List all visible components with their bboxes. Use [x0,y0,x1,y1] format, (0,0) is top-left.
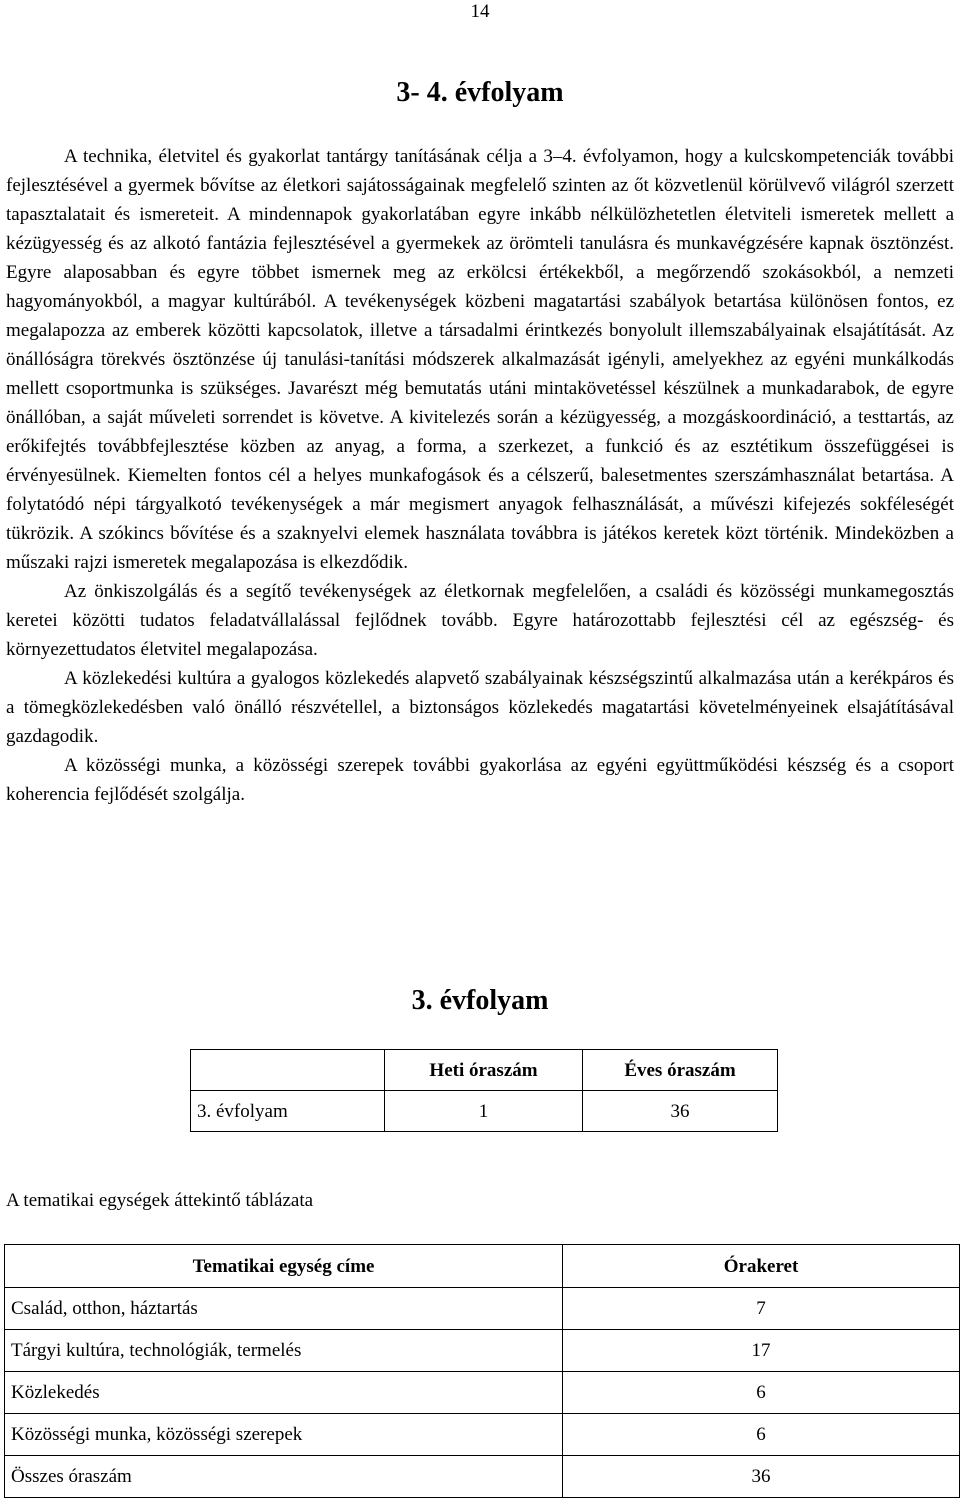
hours-table [190,1049,778,1132]
section-title: 3. évfolyam [411,985,549,1016]
table-cell: 7 [563,1288,960,1330]
table-header-cell: Tematikai egység címe [5,1245,563,1288]
table-header-row [191,1050,778,1091]
paragraph: A közlekedési kultúra a gyalogos közlekedés alapvető szabályainak készségszintű alkalmazása után a kerékpáros és a tömegközlekedésben való önálló részvétellel, a biztonságos közlekedés magatartási követelményeinek elsajátításával gazdagodik. [6,668,954,747]
table-row [5,1456,960,1498]
table-cell: 36 [583,1091,778,1132]
page-title: 3- 4. évfolyam [396,77,564,108]
table-row [5,1414,960,1456]
paragraph: A technika, életvitel és gyakorlat tantárgy tanításának célja a 3–4. évfolyamon, hogy a kulcskompetenciák további fejlesztésével a gyermek bővítse az életkori sajátosságainak megfelelő szinten az őt közvetlenül körülvevő világról szerzett tapasztalatait és ismereteit. A mindennapok gyakorlatában egyre inkább nélkülözhetetlen életviteli ismeretek mellett a kézügyesség és az alkotó fantázia fejlesztésével a gyermekek az örömteli tanulásra és munkavégzésére kapnak ösztönzést. Egyre alaposabban és egyre többet ismernek meg az erkölcsi értékekből, a megőrzendő szokásokból, a nemzeti hagyományokból, a magyar kultúrából. A tevékenységek közbeni magatartási szabályok betartása különösen fontos, ez megalapozza az emberek közötti kapcsolatok, illetve a társadalmi érintkezés bonyolult illemszabályainak elsajátítását. Az önállóságra törekvés ösztönzése új tanulási-tanítási módszerek alkalmazását igényli, amelyekhez az egyéni munkálkodás mellett csoportmunka is szükséges. Javarészt még bemutatás utáni mintakövetéssel készülnek a munkadarabok, de egyre önállóban, a saját műveleti sorrendet is követve. A kivitelezés során a kézügyesség, a mozgáskoordináció, a testtartás, az erőkifejtés továbbfejlesztése közben az anyag, a forma, a szerkezet, a funkció és az esztétikum összefüggései is érvényesülnek. Kiemelten fontos cél a helyes munkafogások és a célszerű, balesetmentes szerszámhasználat betartása. A folytatódó népi tárgyalkotó tevékenységek a már megismert anyagok felhasználását, a művészi kifejezés sokféleségét tükrözik. A szókincs bővítése és a szaknyelvi elemek használata továbbra is játékos keretek közt történik. Mindeközben a műszaki rajzi ismeretek megalapozása is elkezdődik. [6,146,954,573]
table-header-cell [191,1050,385,1091]
paragraph: A közösségi munka, a közösségi szerepek további gyakorlása az egyéni együttműködési készség és a csoport koherencia fejlődését szolgálja. [6,755,954,805]
table-cell: 36 [563,1456,960,1498]
table-cell: Család, otthon, háztartás [5,1288,563,1330]
table-cell: 6 [563,1414,960,1456]
table-cell: 3. évfolyam [191,1091,385,1132]
table-cell: Tárgyi kultúra, technológiák, termelés [5,1330,563,1372]
table-header-cell: Órakeret [563,1245,960,1288]
table-cell: Összes óraszám [5,1456,563,1498]
table-header-cell: Éves óraszám [583,1050,778,1091]
table-cell: 6 [563,1372,960,1414]
table-row [5,1372,960,1414]
table-header-cell: Heti óraszám [385,1050,583,1091]
page-number: 14 [470,1,490,22]
paragraph: Az önkiszolgálás és a segítő tevékenységek az életkornak megfelelően, a családi és közösségi munkamegosztás keretei közötti tudatos feladatvállalással fejlődnek tovább. Egyre határozottabb fejlesztési cél az egészség- és környezettudatos életvitel megalapozása. [6,581,954,660]
table-cell: 1 [385,1091,583,1132]
table-row [5,1330,960,1372]
table-row [191,1091,778,1132]
units-table [4,1244,960,1498]
table-cell: Közlekedés [5,1372,563,1414]
body-text [6,142,954,809]
units-table-caption: A tematikai egységek áttekintő táblázata [6,1190,314,1211]
table-cell: Közösségi munka, közösségi szerepek [5,1414,563,1456]
table-cell: 17 [563,1330,960,1372]
table-header-row [5,1245,960,1288]
table-row [5,1288,960,1330]
